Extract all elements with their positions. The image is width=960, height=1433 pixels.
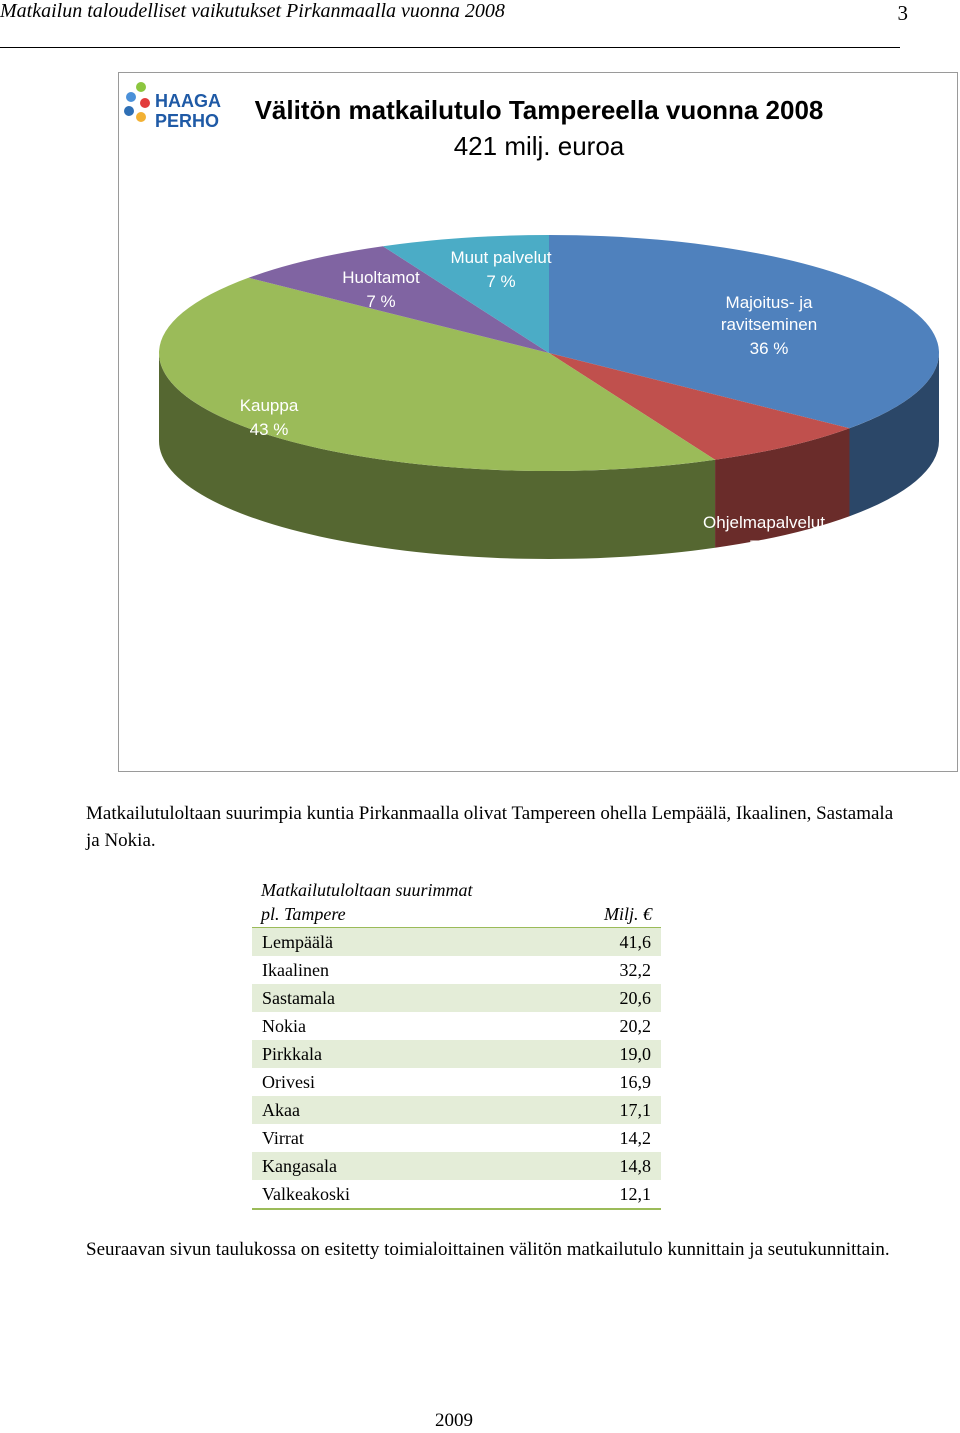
row-municipality: Lempäälä — [262, 932, 333, 952]
row-value: 12,1 — [619, 1184, 651, 1204]
row-value: 16,9 — [619, 1072, 651, 1092]
logo-dot-blue — [126, 92, 136, 102]
pie-percent-ohjelma: 7 % — [749, 537, 779, 556]
logo-text-haaga: HAAGA — [155, 91, 221, 111]
logo-dot-darkblue — [124, 106, 134, 116]
row-value: 20,2 — [619, 1016, 651, 1036]
row-value: 14,8 — [619, 1156, 651, 1176]
logo-dot-red — [140, 98, 150, 108]
municipality-table — [252, 878, 661, 1210]
pie-label-kauppa: Kauppa — [239, 396, 299, 415]
row-municipality: Sastamala — [262, 988, 335, 1008]
row-value: 14,2 — [619, 1128, 651, 1148]
logo-dot-green — [136, 82, 146, 92]
pie-label-majoitus: Majoitus- ja — [725, 293, 813, 312]
pie-chart-svg — [119, 73, 958, 772]
table-subheading: pl. Tampere — [261, 904, 346, 924]
document-header-title: Matkailun taloudelliset vaikutukset Pirkanmaalla vuonna 2008 — [0, 0, 505, 22]
pie-percent-muut: 7 % — [486, 272, 516, 291]
table-row — [252, 984, 661, 1012]
pie-label-ohjelma: Ohjelmapalvelut — [703, 513, 825, 532]
chart-title-line1: Välitön matkailutulo Tampereella vuonna 2008 — [254, 95, 824, 125]
table-row — [252, 1012, 661, 1040]
intro-paragraph: Matkailutuloltaan suurimpia kuntia Pirkanmaalla olivat Tampereen ohella Lempäälä, Ikaalinen, Sastamala ja Nokia. — [86, 803, 894, 851]
header-divider — [0, 47, 900, 48]
row-municipality: Pirkkala — [262, 1044, 322, 1064]
pie-percent-huoltamot: 7 % — [366, 292, 396, 311]
pie-percent-majoitus: 36 % — [749, 339, 789, 358]
row-municipality: Akaa — [262, 1100, 300, 1120]
table-bottom-rule — [252, 1208, 661, 1210]
pie-label-muut: Muut palvelut — [450, 248, 552, 267]
closing-paragraph: Seuraavan sivun taulukossa on esitetty toimialoittainen välitön matkailutulo kunnittain ja seutukunnittain. — [86, 1239, 890, 1260]
table-subheading-row — [252, 902, 661, 928]
chart-title-line2: 421 milj. euroa — [453, 131, 625, 161]
logo-dot-yellow — [136, 112, 146, 122]
table-row — [252, 1124, 661, 1152]
row-municipality: Ikaalinen — [262, 960, 329, 980]
table-heading: Matkailutuloltaan suurimmat — [261, 880, 473, 900]
table-row — [252, 1152, 661, 1180]
row-municipality: Valkeakoski — [262, 1184, 350, 1204]
pie-slices — [159, 235, 939, 559]
pie-label-majoitus: ravitseminen — [720, 315, 818, 334]
row-municipality: Kangasala — [262, 1156, 337, 1176]
footer-year: 2009 — [435, 1410, 473, 1431]
page-number: 3 — [897, 1, 908, 25]
table-row — [252, 1096, 661, 1124]
table-row — [252, 1040, 661, 1068]
row-municipality: Nokia — [262, 1016, 306, 1036]
table-row — [252, 928, 661, 956]
table-unit: Milj. € — [604, 904, 652, 924]
row-value: 19,0 — [619, 1044, 651, 1064]
table-row — [252, 1180, 661, 1208]
pie-label-huoltamot: Huoltamot — [342, 268, 420, 287]
row-municipality: Orivesi — [262, 1072, 315, 1092]
row-value: 32,2 — [619, 960, 651, 980]
haaga-perho-logo — [124, 82, 221, 131]
row-municipality: Virrat — [262, 1128, 304, 1148]
row-value: 17,1 — [619, 1100, 651, 1120]
pie-chart-figure — [118, 72, 958, 772]
row-value: 41,6 — [619, 932, 651, 952]
table-row — [252, 1068, 661, 1096]
row-value: 20,6 — [619, 988, 651, 1008]
table-row — [252, 956, 661, 984]
pie-percent-kauppa: 43 % — [249, 420, 289, 439]
table-body — [252, 928, 661, 1208]
logo-text-perho: PERHO — [155, 111, 220, 131]
